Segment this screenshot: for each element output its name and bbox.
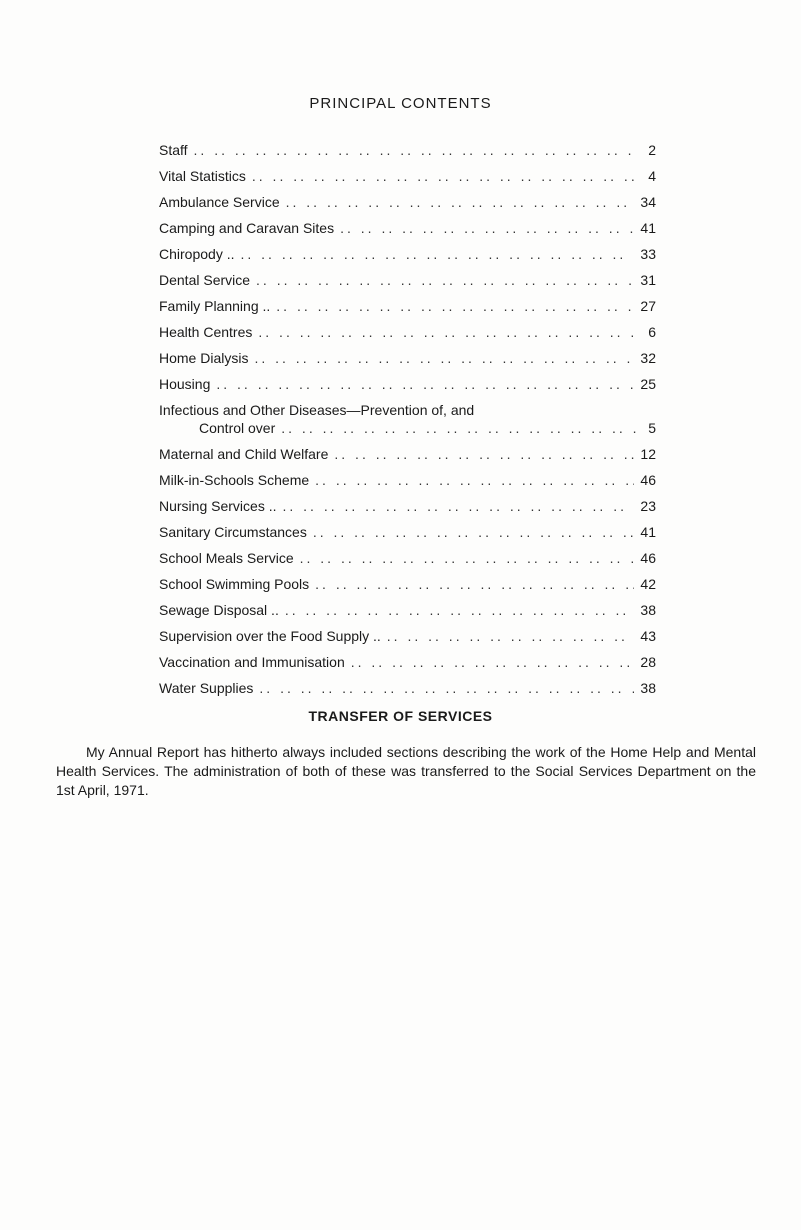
contents-list bbox=[159, 133, 656, 697]
toc-entry-sewage-disposal bbox=[159, 593, 656, 619]
toc-entry-label: Camping and Caravan Sites bbox=[159, 220, 335, 236]
toc-entry-school-swimming-pools bbox=[159, 567, 656, 593]
toc-entry-page: 46 bbox=[640, 550, 656, 566]
toc-entry-label: Staff bbox=[159, 142, 188, 158]
toc-entry-milk-in-schools bbox=[159, 463, 656, 489]
dot-leader bbox=[259, 679, 634, 697]
toc-entry-label: Ambulance Service bbox=[159, 194, 280, 210]
toc-entry-sanitary-circumstances bbox=[159, 515, 656, 541]
toc-entry-page: 12 bbox=[640, 446, 656, 462]
toc-entry-chiropody bbox=[159, 237, 656, 263]
toc-entry-water-supplies bbox=[159, 671, 656, 697]
toc-entry-label: School Meals Service bbox=[159, 550, 294, 566]
toc-entry-page: 23 bbox=[640, 498, 656, 514]
toc-entry-label: Supervision over the Food Supply .. bbox=[159, 628, 381, 644]
toc-entry-health-centres bbox=[159, 315, 656, 341]
toc-entry-nursing-services bbox=[159, 489, 656, 515]
toc-entry-label: Sanitary Circumstances bbox=[159, 524, 307, 540]
toc-entry-label: Maternal and Child Welfare bbox=[159, 446, 329, 462]
toc-entry-label: Health Centres bbox=[159, 324, 253, 340]
transfer-of-services-heading: TRANSFER OF SERVICES bbox=[308, 708, 493, 724]
toc-entry-page: 41 bbox=[640, 220, 656, 236]
dot-leader bbox=[334, 445, 634, 463]
toc-entry-page: 25 bbox=[640, 376, 656, 392]
toc-entry-page: 38 bbox=[640, 602, 656, 618]
toc-entry-ambulance-service bbox=[159, 185, 656, 211]
dot-leader bbox=[256, 271, 634, 289]
dot-leader bbox=[254, 349, 634, 367]
dot-leader bbox=[216, 375, 633, 393]
toc-entry-page: 31 bbox=[640, 272, 656, 288]
toc-entry-home-dialysis bbox=[159, 341, 656, 367]
page-title: PRINCIPAL CONTENTS bbox=[309, 95, 492, 112]
toc-entry-housing bbox=[159, 367, 656, 393]
dot-leader bbox=[286, 193, 635, 211]
dot-leader bbox=[258, 323, 635, 341]
toc-entry-label: Infectious and Other Diseases—Prevention of, and bbox=[159, 402, 475, 418]
toc-entry-label: Sewage Disposal .. bbox=[159, 602, 279, 618]
toc-entry-page: 42 bbox=[640, 576, 656, 592]
toc-entry-vaccination bbox=[159, 645, 656, 671]
toc-entry-page: 33 bbox=[640, 246, 656, 262]
dot-leader bbox=[276, 297, 634, 315]
dot-leader bbox=[387, 627, 635, 645]
toc-entry-page: 28 bbox=[640, 654, 656, 670]
dot-leader bbox=[240, 245, 634, 263]
dot-leader bbox=[315, 471, 634, 489]
dot-leader bbox=[194, 141, 633, 159]
toc-entry-page: 5 bbox=[648, 420, 656, 436]
dot-leader bbox=[252, 167, 635, 185]
toc-entry-label: Nursing Services .. bbox=[159, 498, 277, 514]
toc-entry-infectious-diseases bbox=[159, 393, 656, 437]
dot-leader bbox=[285, 601, 635, 619]
toc-entry-label: Chiropody .. bbox=[159, 246, 235, 262]
toc-entry-label: Housing bbox=[159, 376, 211, 392]
toc-entry-page: 32 bbox=[640, 350, 656, 366]
toc-entry-label: Dental Service bbox=[159, 272, 251, 288]
toc-entry-school-meals bbox=[159, 541, 656, 567]
toc-entry-label: Water Supplies bbox=[159, 680, 254, 696]
dot-leader bbox=[281, 419, 636, 437]
dot-leader bbox=[300, 549, 635, 567]
transfer-of-services-paragraph: My Annual Report has hitherto always included sections describing the work of the Home Help and Mental Health Services. The administration of both of these was transferred to the Social Services Department on the 1st April, 1971. bbox=[56, 744, 756, 798]
dot-leader bbox=[351, 653, 635, 671]
toc-entry-page: 43 bbox=[640, 628, 656, 644]
toc-entry-dental-service bbox=[159, 263, 656, 289]
toc-entry-label-continued: Control over bbox=[199, 420, 276, 436]
toc-entry-page: 6 bbox=[648, 324, 656, 340]
dot-leader bbox=[313, 523, 635, 541]
toc-entry-page: 34 bbox=[640, 194, 656, 210]
toc-entry-staff bbox=[159, 133, 656, 159]
toc-entry-continuation bbox=[159, 419, 656, 437]
toc-entry-camping-caravan bbox=[159, 211, 656, 237]
toc-entry-food-supply bbox=[159, 619, 656, 645]
dot-leader bbox=[282, 497, 634, 515]
dot-leader bbox=[315, 575, 634, 593]
toc-entry-page: 38 bbox=[640, 680, 656, 696]
toc-entry-page: 2 bbox=[648, 142, 656, 158]
toc-entry-label: Home Dialysis bbox=[159, 350, 249, 366]
toc-entry-label: Family Planning .. bbox=[159, 298, 271, 314]
toc-entry-label: Vital Statistics bbox=[159, 168, 246, 184]
toc-entry-vital-statistics bbox=[159, 159, 656, 185]
toc-entry-label: Vaccination and Immunisation bbox=[159, 654, 345, 670]
toc-entry-page: 41 bbox=[640, 524, 656, 540]
toc-entry-maternal-child-welfare bbox=[159, 437, 656, 463]
toc-entry-label: Milk-in-Schools Scheme bbox=[159, 472, 310, 488]
toc-entry-family-planning bbox=[159, 289, 656, 315]
toc-entry-label: School Swimming Pools bbox=[159, 576, 310, 592]
toc-entry-page: 46 bbox=[640, 472, 656, 488]
toc-entry-page: 27 bbox=[640, 298, 656, 314]
toc-entry-page: 4 bbox=[648, 168, 656, 184]
dot-leader bbox=[340, 219, 634, 237]
